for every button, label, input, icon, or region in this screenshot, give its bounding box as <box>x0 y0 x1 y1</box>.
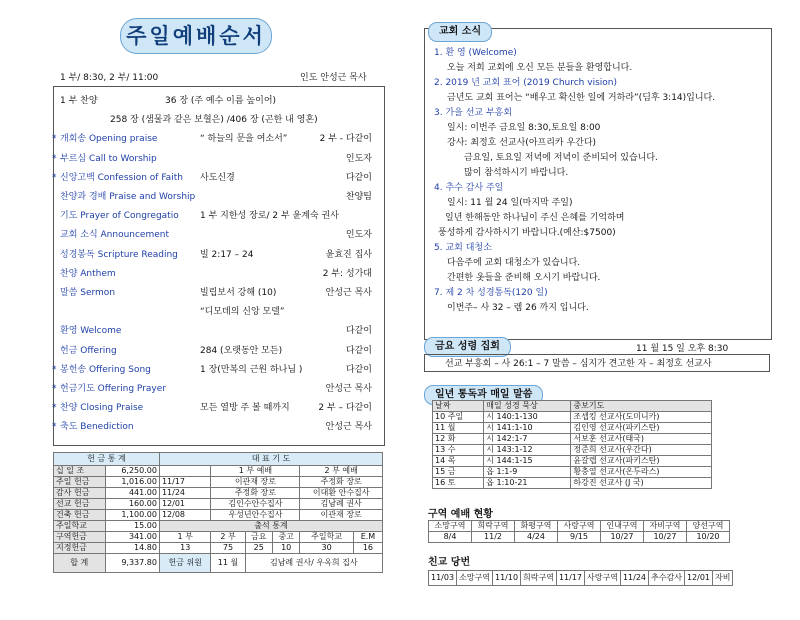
district-date: 10/20 <box>687 532 730 543</box>
news-line: 간편한 옷들을 준비해 오시기 바랍니다. <box>447 273 601 283</box>
news-line: 일년 한해동안 하나님이 주신 은혜를 기억하며 <box>445 213 625 223</box>
bible-cell: 윤갈렙 선교사(파키스탄) <box>571 456 712 467</box>
order-person: 찬양팀 <box>345 192 372 202</box>
table-row <box>433 445 712 456</box>
offering-label: 주일 헌금 <box>54 477 106 488</box>
district-date: 10/27 <box>644 532 687 543</box>
news-line: 일시: 11 월 24 일(마지막 주일) <box>447 198 573 208</box>
attendance-label: 2 부 <box>211 532 245 543</box>
order-content: “디모데의 신앙 모델” <box>200 307 285 318</box>
news-line: 강사: 최정호 선교사(아프리카 우간다) <box>447 138 597 148</box>
news-line: 풍성하게 감사하시기 바랍니다.(예산:$7500) <box>438 228 616 238</box>
order-label: 헌금기도 Offering Prayer <box>60 384 166 394</box>
order-content: 1 부 지한성 장로/ 2 부 윤계숙 권사 <box>200 211 339 222</box>
order-person: 다같이 <box>345 326 372 337</box>
bible-cell: 시 143:1-12 <box>484 445 571 456</box>
attendance-label: 1 부 <box>159 532 211 543</box>
order-content: 모든 열방 주 볼 때까지 <box>200 403 290 414</box>
prayer-date: 11/17 <box>159 477 211 488</box>
stats-table <box>53 452 383 573</box>
order-row <box>60 190 380 204</box>
star-mark: * <box>52 422 57 433</box>
order-row <box>52 171 380 185</box>
order-row <box>60 267 380 281</box>
news-line: 금년도 교회 표어는 “배우고 확신한 일에 거하라”(딤후 3:14)입니다. <box>447 93 716 103</box>
total-value: 9,337.80 <box>105 554 159 573</box>
attendance-value: 75 <box>211 543 245 554</box>
order-person: 2 부 - 다같이 <box>319 134 372 145</box>
attendance-label: 주일학교 <box>300 532 354 543</box>
order-label: 헌금 Offering <box>60 345 117 356</box>
star-mark: * <box>52 134 57 145</box>
news-line: 다음주에 교회 대청소가 있습니다. <box>447 258 581 268</box>
bible-cell: 시 144:1-15 <box>484 456 571 467</box>
news-line: 일시: 이번주 금요일 8:30,토요일 8:00 <box>447 123 601 133</box>
order-person: 다같이 <box>345 172 372 183</box>
bible-header-cell: 중보기도 <box>571 401 712 412</box>
offering-amount: 15.00 <box>105 521 159 532</box>
news-heading: 3. 가을 선교 부흥회 <box>434 108 513 118</box>
order-row <box>52 132 380 146</box>
district-name: 양선구역 <box>687 521 730 532</box>
star-mark: * <box>52 153 57 164</box>
bible-cell: 황충열 선교사(온두라스) <box>571 467 712 478</box>
bible-cell: 시 140:1-130 <box>484 412 571 423</box>
bible-table <box>432 400 712 489</box>
bible-cell: 옵 1:1-9 <box>484 467 571 478</box>
friday-line: 선교 부흥회 – 사 26:1 – 7 말씀 – 심지가 견고한 자 – 최정호 선교사 <box>424 354 770 372</box>
fellowship-cell: 11/17 <box>556 571 584 586</box>
prayer-first: 김인수안수집사 <box>211 499 300 510</box>
order-content: 1 장(만복의 근원 하나님 ) <box>200 364 303 375</box>
order-content: 258 장 (샘물과 같은 보혈은) /406 장 (곤한 내 영혼) <box>110 115 318 126</box>
news-title: 교회 소식 <box>428 22 492 42</box>
bible-cell: 시 142:1-7 <box>484 434 571 445</box>
order-person: 2 부: 성가대 <box>322 268 372 279</box>
order-row <box>60 113 380 127</box>
news-heading: 5. 교회 대청소 <box>434 243 492 253</box>
prayer-second: 김남례 권사 <box>300 499 383 510</box>
bible-cell: 옵 1:10-21 <box>484 478 571 489</box>
news-heading: 7. 제 2 차 성경통독(120 일) <box>434 288 548 298</box>
order-row <box>60 305 380 319</box>
order-row <box>60 344 380 358</box>
order-person: 2 부 – 다같이 <box>318 403 372 414</box>
order-label: 찬양 Anthem <box>60 268 116 279</box>
district-title: 구역 예배 현황 <box>428 509 493 520</box>
prayer-second: 주정화 장로 <box>300 477 383 488</box>
offering-amount: 1,016.00 <box>105 477 159 488</box>
news-line: 오늘 저희 교회에 오신 모든 분들을 환영합니다. <box>447 63 633 73</box>
bible-cell: 13 수 <box>433 445 484 456</box>
table-row <box>433 423 712 434</box>
fellowship-cell: 자비 <box>713 571 733 586</box>
attendance-value: 16 <box>353 543 382 554</box>
attendance-value: 10 <box>272 543 299 554</box>
district-name: 희락구역 <box>472 521 515 532</box>
order-row <box>52 363 380 377</box>
order-person: 안성근 목사 <box>325 384 372 394</box>
bible-cell: 11 월 <box>433 423 484 434</box>
prayer-first: 주정화 장로 <box>211 488 300 499</box>
order-label: 부르심 Call to Worship <box>60 153 157 164</box>
order-label: 축도 Benediction <box>60 422 134 433</box>
star-mark: * <box>52 364 57 375</box>
order-content: 빌 2:17 – 24 <box>200 249 254 260</box>
order-label: 기도 Prayer of Congregatio <box>60 211 179 222</box>
order-label: 봉헌송 Offering Song <box>60 364 151 375</box>
bible-title: 일년 통독과 매일 말씀 <box>424 385 543 405</box>
page-title: 주일예배순서 <box>120 18 272 54</box>
order-person: 인도자 <box>345 230 372 241</box>
offering-label: 구역헌금 <box>54 532 106 543</box>
order-row <box>60 228 380 242</box>
district-table <box>428 520 730 543</box>
table-row <box>433 467 712 478</box>
order-content: 빌립보서 강해 (10) <box>200 288 277 298</box>
district-name: 소망구역 <box>429 521 472 532</box>
prayer-date: 11/24 <box>159 488 211 499</box>
fellowship-cell: 11/24 <box>620 571 648 586</box>
bible-cell: 14 목 <box>433 456 484 467</box>
offering-label: 감사 헌금 <box>54 488 106 499</box>
prayer-first: 이관재 장로 <box>211 477 300 488</box>
fellowship-cell: 11/10 <box>492 571 520 586</box>
offering-committee-month: 11 월 <box>211 554 245 573</box>
star-mark: * <box>52 172 57 183</box>
order-row <box>52 420 380 434</box>
attendance-label: E.M <box>353 532 382 543</box>
leader: 인도 안성근 목사 <box>300 73 367 83</box>
attendance-value: 25 <box>245 543 272 554</box>
prayer-second: 이관재 장로 <box>300 510 383 521</box>
prayer-date: 12/01 <box>159 499 211 510</box>
offering-amount: 160.00 <box>105 499 159 510</box>
order-person: 안성근 목사 <box>325 422 372 433</box>
offering-committee-names: 김남례 권사/ 우옥희 집사 <box>245 554 382 573</box>
attendance-value: 30 <box>300 543 354 554</box>
offering-amount: 441.00 <box>105 488 159 499</box>
prayer-first: 우성년안수집사 <box>211 510 300 521</box>
prayer-col1: 1 부 예배 <box>211 466 300 477</box>
fellowship-title: 친교 당번 <box>428 557 471 568</box>
bible-cell: 서보훈 선교사(태국) <box>571 434 712 445</box>
star-mark: * <box>52 403 57 414</box>
prayer-date: 12/08 <box>159 510 211 521</box>
district-date: 4/24 <box>515 532 558 543</box>
offering-committee-label: 헌금 위원 <box>159 554 211 573</box>
district-date: 8/4 <box>429 532 472 543</box>
district-name: 화평구역 <box>515 521 558 532</box>
order-label: 신앙고백 Confession of Faith <box>60 172 183 183</box>
offering-header: 헌 금 통 계 <box>54 453 160 466</box>
offering-amount: 341.00 <box>105 532 159 543</box>
order-person: 인도자 <box>345 153 372 164</box>
district-date: 9/15 <box>558 532 601 543</box>
fellowship-cell: 사랑구역 <box>585 571 621 586</box>
district-name: 인내구역 <box>601 521 644 532</box>
order-row <box>52 401 380 415</box>
order-label: 말씀 Sermon <box>60 288 116 298</box>
bible-cell: 12 화 <box>433 434 484 445</box>
offering-label: 주일학교 <box>54 521 106 532</box>
offering-label: 지정헌금 <box>54 543 106 554</box>
district-date: 11/2 <box>472 532 515 543</box>
friday-title: 금요 성령 집회 <box>424 337 511 357</box>
order-row <box>60 209 380 223</box>
offering-amount: 6,250.00 <box>105 466 159 477</box>
bible-cell: 시 141:1-10 <box>484 423 571 434</box>
order-label: 찬양 Closing Praise <box>60 403 144 414</box>
news-heading: 4. 추수 감사 주일 <box>434 183 504 193</box>
fellowship-cell: 추수감사 <box>649 571 685 586</box>
prayer-header: 대 표 기 도 <box>159 453 382 466</box>
order-content: 사도신경 <box>200 172 235 183</box>
table-row <box>433 456 712 467</box>
prayer-second: 이대환 안수집사 <box>300 488 383 499</box>
bible-cell: 하강진 선교사 (J 국) <box>571 478 712 489</box>
order-content: 284 (오랫동안 모든) <box>200 345 283 356</box>
offering-amount: 1,100.00 <box>105 510 159 521</box>
news-line: 금요일, 토요일 저녁에 저녁이 준비되어 있습니다. <box>464 153 658 163</box>
order-row <box>60 286 380 300</box>
offering-amount: 14.80 <box>105 543 159 554</box>
district-name: 사랑구역 <box>558 521 601 532</box>
table-row <box>433 412 712 423</box>
star-mark: * <box>52 384 57 394</box>
order-person: 다같이 <box>345 345 372 356</box>
attendance-header: 출석 통계 <box>159 521 382 532</box>
order-content: 36 장 (주 예수 이름 높이어) <box>165 96 277 106</box>
fellowship-cell: 소망구역 <box>457 571 493 586</box>
fellowship-table <box>428 570 733 586</box>
offering-label: 십 일 조 <box>54 466 106 477</box>
offering-label: 선교 헌금 <box>54 499 106 510</box>
district-date: 10/27 <box>601 532 644 543</box>
news-heading: 2. 2019 년 교회 표어 (2019 Church vision) <box>434 78 617 88</box>
order-person: 안성근 목사 <box>325 288 372 298</box>
fellowship-cell: 12/01 <box>684 571 712 586</box>
bible-cell: 16 토 <box>433 478 484 489</box>
bible-cell: 15 금 <box>433 467 484 478</box>
attendance-label: 중고 <box>272 532 299 543</box>
attendance-value: 13 <box>159 543 211 554</box>
news-line: 많이 참석하시기 바랍니다. <box>464 168 569 178</box>
bible-cell: 김인영 선교사(파키스탄) <box>571 423 712 434</box>
bible-cell: 조셉킹 선교사(도미니카) <box>571 412 712 423</box>
district-name: 자비구역 <box>644 521 687 532</box>
order-row <box>52 382 380 396</box>
bible-header-cell: 날짜 <box>433 401 484 412</box>
order-label: 찬양과 경배 Praise and Worship <box>60 192 196 202</box>
bible-cell: 정준희 선교사(우간다) <box>571 445 712 456</box>
table-row <box>433 478 712 489</box>
total-label: 합 계 <box>54 554 106 573</box>
news-line: 이번주– 사 32 – 렘 26 까지 입니다. <box>447 303 589 313</box>
news-heading: 1. 환 영 (Welcome) <box>434 48 517 58</box>
order-row <box>60 248 380 262</box>
fellowship-cell: 11/03 <box>429 571 457 586</box>
order-row <box>52 152 380 166</box>
friday-date: 11 월 15 일 오후 8:30 <box>636 344 729 354</box>
order-person: 윤효진 집사 <box>325 249 372 260</box>
order-label: 개회송 Opening praise <box>60 134 158 145</box>
order-label: 1 부 찬양 <box>60 96 98 106</box>
order-label: 환영 Welcome <box>60 326 122 337</box>
order-label: 성경봉독 Scripture Reading <box>60 249 178 260</box>
offering-label: 건축 헌금 <box>54 510 106 521</box>
order-row <box>60 324 380 338</box>
bible-cell: 10 주일 <box>433 412 484 423</box>
fellowship-cell: 희락구역 <box>521 571 557 586</box>
order-person: 다같이 <box>345 364 372 375</box>
order-content: “ 하늘의 문을 여소서” <box>200 134 288 145</box>
order-label: 교회 소식 Announcement <box>60 230 169 241</box>
prayer-col2: 2 부 예배 <box>300 466 383 477</box>
order-row <box>60 94 380 108</box>
bible-header-cell: 매일 성경 묵상 <box>484 401 571 412</box>
service-times: 1 부/ 8:30, 2 부/ 11:00 <box>60 73 159 83</box>
table-row <box>433 434 712 445</box>
attendance-label: 금요 <box>245 532 272 543</box>
